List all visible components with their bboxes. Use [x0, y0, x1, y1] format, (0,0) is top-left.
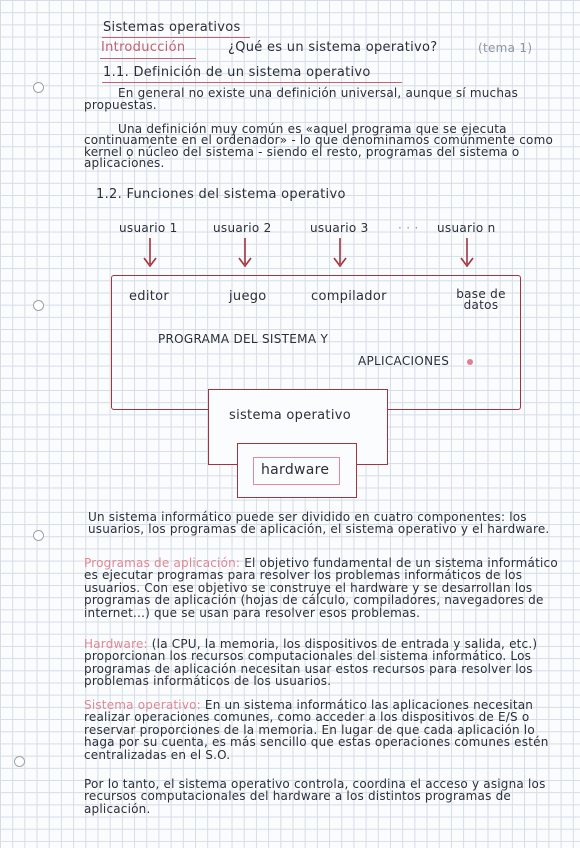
- section-2-title: 1.2. Funciones del sistema operativo: [96, 187, 346, 202]
- app-base-de-datos: base de datos: [456, 287, 506, 312]
- user-ellipsis: · · ·: [398, 221, 419, 235]
- section-1-paragraph-1: En general no existe una definición universal, aunque sí muchas propuestas.: [84, 86, 519, 112]
- intro-label: Introducción: [101, 40, 186, 55]
- bullet-applications-label: Programas de aplicación:: [84, 556, 241, 570]
- bullet-applications-text: El objetivo fundamental de un sistema informático es ejecutar programas para resolver los problemas informáticos de los usuarios. Con ese objetivo se construye el hardware y se desarrollan los programas de aplicación (hojas de cálculo, compiladores, navegadores de internet...) que se usan para resolver esos problemas.: [84, 556, 558, 620]
- programs-label-line-1: PROGRAMA DEL SISTEMA Y: [158, 332, 329, 346]
- bullet-operating-system-text: En un sistema informático las aplicaciones necesitan realizar operaciones comunes, como acceder a los dispositivos de E/S o reservar proporciones de la memoria. En lugar de que cada aplicación lo haga por su cuenta, es más sencillo que estas operaciones comunes estén centralizadas en el S.O.: [84, 698, 549, 762]
- bullet-hardware: [84, 638, 564, 688]
- user-2-label: usuario 2: [213, 221, 272, 235]
- intro-question: ¿Qué es un sistema operativo?: [228, 40, 438, 55]
- app-juego: juego: [229, 289, 267, 304]
- hardware-label: hardware: [261, 462, 330, 478]
- programs-label-line-2: APLICACIONES: [358, 354, 450, 368]
- app-compilador: compilador: [311, 289, 387, 304]
- bullet-operating-system-label: Sistema operativo:: [84, 698, 201, 712]
- user-1-label: usuario 1: [119, 221, 178, 235]
- components-paragraph: Un sistema informático puede ser dividido en cuatro componentes: los usuarios, los programas de aplicación, el sistema operativo y el hardware.: [88, 510, 550, 536]
- section-1-title: 1.1. Definición de un sistema operativo: [103, 65, 371, 80]
- conclusion-paragraph: Por lo tanto, el sistema operativo controla, coordina el acceso y asigna los recursos computacionales del hardware a los distintos programas de aplicación.: [84, 777, 546, 816]
- binder-hole-bottom: [14, 756, 25, 767]
- user-3-label: usuario 3: [310, 221, 369, 235]
- binder-hole-lower: [33, 530, 44, 541]
- bullet-applications: [84, 557, 564, 619]
- user-n-label: usuario n: [437, 221, 496, 235]
- decorative-dot: [467, 359, 473, 365]
- bullet-operating-system: [84, 699, 564, 761]
- section-1-paragraph-2: Una definición muy común es «aquel programa que se ejecuta continuamente en el ordenador» - lo que denominamos comúnmente como kernel o núcleo del sistema - siendo el resto, programas del sistema o aplicaciones.: [84, 122, 554, 170]
- tema-label: (tema 1): [478, 41, 533, 55]
- subject-title: Sistemas operativos: [103, 20, 241, 35]
- bullet-hardware-text: (la CPU, la memoria, los dispositivos de entrada y salida, etc.) proporcionan los recursos computacionales del sistema informático. Los programas de aplicación necesitan usar estos recursos para resolver los problemas informáticos de los usuarios.: [84, 637, 538, 689]
- bullet-hardware-label: Hardware:: [84, 637, 148, 651]
- app-editor: editor: [129, 289, 170, 304]
- os-label: sistema operativo: [229, 408, 351, 423]
